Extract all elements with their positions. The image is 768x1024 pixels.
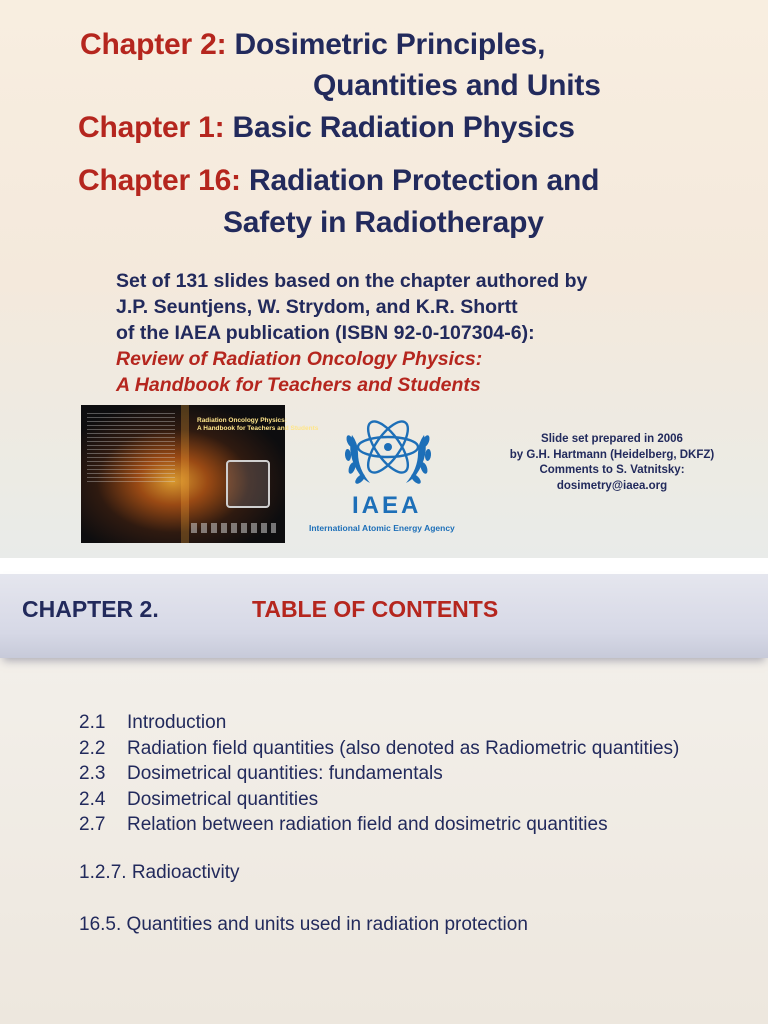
chapter-16-title: Radiation Protection and: [249, 164, 600, 197]
chapter-1-heading: [78, 111, 575, 145]
preparation-credits: [462, 432, 762, 494]
info-line-1: Set of 131 slides based on the chapter authored by: [116, 270, 588, 292]
book-cover-image: [81, 405, 319, 543]
toc-item: [79, 812, 679, 838]
toc-header-bar: [0, 574, 768, 658]
chapter-16-label: Chapter 16:: [78, 164, 241, 197]
book-back-text: [87, 413, 175, 483]
iaea-logo-text: IAEA: [352, 492, 422, 519]
toc-item-text: Introduction: [127, 712, 227, 733]
chapter-2-title-continuation: Quantities and Units: [313, 69, 601, 102]
iaea-full-name: International Atomic Energy Agency: [309, 523, 455, 533]
book-publisher-logos: [191, 523, 276, 533]
chapter-2-label: Chapter 2:: [80, 28, 227, 61]
book-cover-title: [197, 417, 318, 433]
prep-line-3: Comments to S. Vatnitsky:: [539, 464, 685, 476]
chapter-1-title: Basic Radiation Physics: [232, 111, 575, 144]
toc-extra-radioactivity: 1.2.7. Radioactivity: [79, 862, 240, 883]
chapter-16-title-continuation: Safety in Radiotherapy: [223, 206, 544, 239]
chapter-16-heading: [78, 164, 599, 198]
toc-list: [79, 710, 679, 838]
prep-line-2: by G.H. Hartmann (Heidelberg, DKFZ): [509, 448, 715, 461]
book-spine: [181, 405, 189, 543]
toc-extra-radiation-protection: 16.5. Quantities and units used in radiation protection: [79, 914, 528, 935]
prep-email: dosimetry@iaea.org: [556, 479, 668, 492]
chapter-1-label: Chapter 1:: [78, 111, 225, 144]
toc-item: [79, 710, 679, 736]
chapter-2-heading: [80, 28, 545, 62]
toc-item: [79, 736, 679, 762]
toc-item-text: Relation between radiation field and dosimetric quantities: [127, 814, 608, 835]
toc-slide: [0, 574, 768, 1024]
toc-item: [79, 761, 679, 787]
toc-title: TABLE OF CONTENTS: [252, 596, 499, 622]
prep-line-1: Slide set prepared in 2006: [541, 433, 683, 445]
toc-item: [79, 787, 679, 813]
info-line-3: of the IAEA publication (ISBN 92-0-107304-6):: [116, 322, 535, 344]
toc-item-number: 2.4: [79, 788, 106, 810]
book-title-line-2: A Handbook for Teachers and Students: [116, 374, 481, 396]
book-cover-title-line: Radiation Oncology Physics:: [197, 417, 287, 424]
toc-item-text: Radiation field quantities (also denoted as Radiometric quantities): [127, 737, 680, 759]
publication-info: [116, 268, 587, 398]
toc-chapter-label: CHAPTER 2.: [22, 596, 159, 622]
book-cover-subtitle-line: A Handbook for Teachers and Students: [197, 425, 319, 432]
toc-item-text: Dosimetrical quantities: [127, 788, 319, 810]
toc-item-number: 2.3: [79, 763, 106, 784]
toc-item-text: Dosimetrical quantities: fundamentals: [127, 763, 443, 784]
toc-item-number: 2.2: [79, 737, 106, 759]
linac-machine-icon: [226, 460, 270, 508]
toc-item-number: 2.1: [79, 712, 106, 733]
toc-item-number: 2.7: [79, 814, 106, 835]
iaea-atom-emblem-icon: [338, 405, 438, 497]
book-title-line-1: Review of Radiation Oncology Physics:: [116, 348, 483, 370]
info-line-2: J.P. Seuntjens, W. Strydom, and K.R. Shortt: [116, 296, 518, 318]
chapter-2-title: Dosimetric Principles,: [234, 28, 546, 61]
